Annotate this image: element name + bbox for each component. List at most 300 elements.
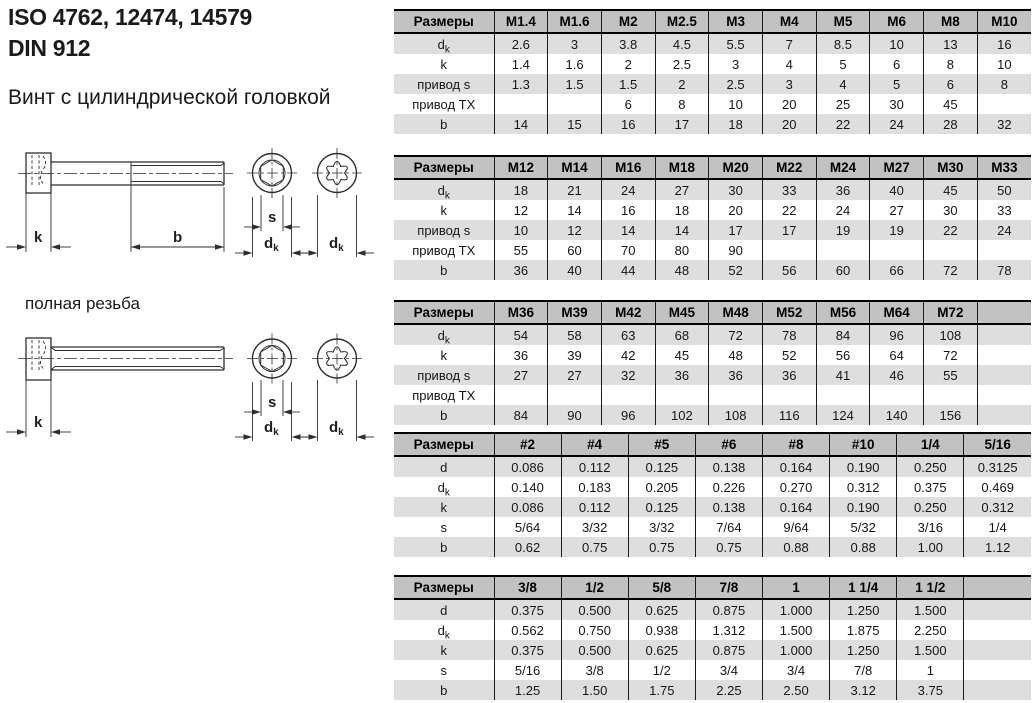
table-row xyxy=(394,94,1031,114)
row-label: d xyxy=(394,456,494,477)
dim-value-cell: 0.190 xyxy=(830,497,897,517)
screw-side-view xyxy=(26,338,224,380)
dim-value-cell: 6 xyxy=(924,74,978,94)
dim-value-cell: 0.140 xyxy=(494,477,561,497)
dim-value-cell: 25 xyxy=(816,94,870,114)
dim-value-cell: 45 xyxy=(655,345,709,365)
size-column-header: M5 xyxy=(816,10,870,33)
blank-header-cell xyxy=(977,301,1031,324)
size-column-header: M4 xyxy=(762,10,816,33)
dim-value-cell xyxy=(977,240,1031,260)
dim-value-cell: 0.250 xyxy=(897,456,964,477)
dim-value-cell: 108 xyxy=(924,324,978,345)
dim-value-cell: 36 xyxy=(494,345,548,365)
dim-value-cell: 78 xyxy=(762,324,816,345)
dim-value-cell: 0.312 xyxy=(830,477,897,497)
table-row xyxy=(394,599,1031,620)
dim-value-cell: 5 xyxy=(870,74,924,94)
dim-value-cell: 14 xyxy=(494,114,548,134)
size-column-header: M24 xyxy=(816,156,870,179)
dim-value-cell: 36 xyxy=(655,365,709,385)
dim-value-cell: 0.164 xyxy=(763,456,830,477)
dim-value-cell: 1/2 xyxy=(628,660,695,680)
row-label: b xyxy=(394,537,494,557)
screw-drawing-partial-thread xyxy=(0,135,390,265)
dim-value-cell: 44 xyxy=(601,260,655,280)
dim-value-cell xyxy=(816,240,870,260)
dim-value-cell: 1.3 xyxy=(494,74,548,94)
dim-value-cell: 48 xyxy=(655,260,709,280)
dim-value-cell: 3/16 xyxy=(897,517,964,537)
table-wrap-inch-small xyxy=(394,432,1031,557)
dim-value-cell: 2.6 xyxy=(494,33,548,54)
dim-value-cell: 68 xyxy=(655,324,709,345)
dim-value-cell: 36 xyxy=(709,365,763,385)
dim-value-cell: 36 xyxy=(762,365,816,385)
dim-value-cell: 0.138 xyxy=(695,456,762,477)
size-column-header: M10 xyxy=(977,10,1031,33)
end-view-hex-socket xyxy=(247,334,297,384)
dim-value-cell: 84 xyxy=(816,324,870,345)
dim-value-cell: 22 xyxy=(924,220,978,240)
size-column-header: #5 xyxy=(628,433,695,456)
row-label: привод TX xyxy=(412,242,476,258)
size-column-header: M14 xyxy=(548,156,602,179)
size-column-header: M72 xyxy=(924,301,978,324)
row-label: $d_k$ xyxy=(437,622,450,640)
dim-value-cell: 0.086 xyxy=(494,497,561,517)
row-label: k xyxy=(394,497,494,517)
table-row xyxy=(394,240,1031,260)
dim-value-cell: 0.375 xyxy=(494,599,561,620)
table-row xyxy=(394,114,1031,134)
dim-value-cell: 1.250 xyxy=(830,640,897,660)
dim-value-cell: 4 xyxy=(816,74,870,94)
dim-value-cell: 14 xyxy=(548,200,602,220)
blank-cell xyxy=(977,385,1031,405)
full-thread-label: полная резьба xyxy=(25,294,140,313)
end-view-torx xyxy=(312,148,362,198)
size-column-header: M39 xyxy=(548,301,602,324)
end-view-hex-socket xyxy=(247,148,297,198)
table-header-row xyxy=(394,301,1031,324)
size-column-header: M30 xyxy=(924,156,978,179)
dim-value-cell: 0.164 xyxy=(763,497,830,517)
dim-value-cell: 1.500 xyxy=(897,640,964,660)
dim-value-cell: 8 xyxy=(655,94,709,114)
dim-value-cell: 4.5 xyxy=(655,33,709,54)
dimensions-table-metric-small xyxy=(394,9,1031,134)
dim-value-cell xyxy=(655,385,709,405)
dim-value-cell: 22 xyxy=(816,114,870,134)
hex-socket-hidden-lines xyxy=(32,155,46,185)
table-row xyxy=(394,517,1031,537)
table-row xyxy=(394,405,1031,425)
dim-value-cell: 0.3125 xyxy=(964,456,1031,477)
dim-label-dk: $d_k$ xyxy=(264,235,279,254)
dim-value-cell: 58 xyxy=(548,324,602,345)
sizes-header-cell: Размеры xyxy=(394,301,494,324)
sizes-header-cell: Размеры xyxy=(394,156,494,179)
dimensions-table-metric-medium xyxy=(394,155,1031,280)
table-row xyxy=(394,497,1031,517)
page-subtitle: Винт с цилиндрической головкой xyxy=(8,86,331,109)
dim-value-cell: 48 xyxy=(709,345,763,365)
dim-label-s: s xyxy=(268,209,277,226)
table-header-row xyxy=(394,576,1031,599)
dim-value-cell: 20 xyxy=(762,114,816,134)
dim-value-cell: 8 xyxy=(977,74,1031,94)
dim-value-cell: 3 xyxy=(548,33,602,54)
dim-value-cell: 16 xyxy=(977,33,1031,54)
size-column-header: M64 xyxy=(870,301,924,324)
dim-value-cell: 5 xyxy=(816,54,870,74)
dim-value-cell: 84 xyxy=(494,405,548,425)
dim-value-cell: 54 xyxy=(494,324,548,345)
blank-cell xyxy=(964,599,1031,620)
dim-value-cell: 24 xyxy=(816,200,870,220)
dim-value-cell: 7 xyxy=(762,33,816,54)
dim-value-cell: 1.250 xyxy=(830,599,897,620)
row-label: привод s xyxy=(394,220,494,240)
dim-value-cell: 1 xyxy=(897,660,964,680)
dim-value-cell: 0.875 xyxy=(695,640,762,660)
dim-value-cell: 3/32 xyxy=(628,517,695,537)
size-column-header: M48 xyxy=(709,301,763,324)
dim-value-cell: 102 xyxy=(655,405,709,425)
dim-value-cell: 30 xyxy=(870,94,924,114)
size-column-header: M42 xyxy=(601,301,655,324)
dim-value-cell: 3/4 xyxy=(763,660,830,680)
dim-value-cell xyxy=(924,240,978,260)
dim-value-cell: 1.25 xyxy=(494,680,561,700)
dim-value-cell: 32 xyxy=(977,114,1031,134)
dim-value-cell: 0.75 xyxy=(561,537,628,557)
dimensions-table-metric-large xyxy=(394,300,1031,425)
size-column-header: M6 xyxy=(870,10,924,33)
dim-value-cell: 0.75 xyxy=(695,537,762,557)
dim-value-cell: 8 xyxy=(924,54,978,74)
dim-value-cell: 12 xyxy=(548,220,602,240)
dim-value-cell: 18 xyxy=(655,200,709,220)
sizes-header-cell: Размеры xyxy=(394,10,494,33)
dim-value-cell: 9/64 xyxy=(763,517,830,537)
dim-value-cell: 12 xyxy=(494,200,548,220)
dim-value-cell: 55 xyxy=(494,240,548,260)
dim-value-cell: 3.75 xyxy=(897,680,964,700)
dim-value-cell: 2.50 xyxy=(763,680,830,700)
sizes-header-cell: Размеры xyxy=(394,433,494,456)
row-label: $d_k$ xyxy=(394,33,494,54)
dim-value-cell: 5.5 xyxy=(709,33,763,54)
size-column-header: #8 xyxy=(763,433,830,456)
dim-value-cell: 8.5 xyxy=(816,33,870,54)
row-label: b xyxy=(394,114,494,134)
dim-label-s: s xyxy=(268,394,277,411)
size-column-header: M1.6 xyxy=(548,10,602,33)
table-row xyxy=(394,477,1031,497)
dim-value-cell xyxy=(816,385,870,405)
dim-value-cell: 0.086 xyxy=(494,456,561,477)
size-column-header: 1/4 xyxy=(897,433,964,456)
dim-value-cell: 1.500 xyxy=(897,599,964,620)
dim-value-cell: 17 xyxy=(655,114,709,134)
dim-value-cell: 5/16 xyxy=(494,660,561,680)
dim-value-cell: 19 xyxy=(816,220,870,240)
dimension-tables xyxy=(394,9,1031,700)
dim-value-cell: 2.5 xyxy=(655,54,709,74)
size-column-header: M8 xyxy=(924,10,978,33)
table-row xyxy=(394,640,1031,660)
dim-value-cell: 24 xyxy=(601,179,655,200)
dim-value-cell: 4 xyxy=(762,54,816,74)
dim-value-cell: 1.6 xyxy=(548,54,602,74)
size-column-header: 3/8 xyxy=(494,576,561,599)
sizes-header-cell: Размеры xyxy=(394,576,494,599)
row-label: d xyxy=(394,599,494,620)
dim-value-cell: 156 xyxy=(924,405,978,425)
dim-value-cell: 7/8 xyxy=(830,660,897,680)
dim-value-cell: 0.226 xyxy=(695,477,762,497)
dimensions-table-inch-large xyxy=(394,575,1031,700)
dim-value-cell: 56 xyxy=(762,260,816,280)
dim-label-b: b xyxy=(173,229,183,246)
dim-value-cell: 1.000 xyxy=(763,640,830,660)
dim-value-cell: 72 xyxy=(924,345,978,365)
dim-value-cell: 0.125 xyxy=(628,497,695,517)
standards-title-line2: DIN 912 xyxy=(8,35,91,61)
dim-value-cell: 1.5 xyxy=(548,74,602,94)
screw-side-view xyxy=(26,153,224,193)
dim-value-cell: 1.00 xyxy=(897,537,964,557)
dim-value-cell: 39 xyxy=(548,345,602,365)
table-row xyxy=(394,660,1031,680)
table-row xyxy=(394,220,1031,240)
dim-value-cell: 3/8 xyxy=(561,660,628,680)
table-row xyxy=(394,74,1031,94)
dim-value-cell: 3/32 xyxy=(561,517,628,537)
dim-value-cell: 27 xyxy=(870,200,924,220)
size-column-header: M16 xyxy=(601,156,655,179)
size-column-header: 5/8 xyxy=(628,576,695,599)
size-column-header: M56 xyxy=(816,301,870,324)
dim-value-cell: 30 xyxy=(709,179,763,200)
dim-value-cell: 16 xyxy=(601,114,655,134)
size-column-header: M52 xyxy=(762,301,816,324)
size-column-header: M27 xyxy=(870,156,924,179)
dim-value-cell: 1.500 xyxy=(763,620,830,640)
dim-value-cell: 0.88 xyxy=(830,537,897,557)
dim-value-cell: 0.125 xyxy=(628,456,695,477)
dim-value-cell: 17 xyxy=(762,220,816,240)
size-column-header: #2 xyxy=(494,433,561,456)
dim-value-cell: 46 xyxy=(870,365,924,385)
dim-value-cell: 0.875 xyxy=(695,599,762,620)
table-row xyxy=(394,385,1031,405)
dim-value-cell: 40 xyxy=(870,179,924,200)
size-column-header: #6 xyxy=(695,433,762,456)
dim-value-cell: 0.625 xyxy=(628,640,695,660)
size-column-header: 5/16 xyxy=(964,433,1031,456)
dim-value-cell xyxy=(494,385,548,405)
dim-value-cell: 108 xyxy=(709,405,763,425)
dim-value-cell: 56 xyxy=(816,345,870,365)
row-label: k xyxy=(440,202,447,218)
dim-value-cell: 0.375 xyxy=(494,640,561,660)
standards-title-line1: ISO 4762, 12474, 14579 xyxy=(8,4,253,30)
dimensions-table-inch-small xyxy=(394,432,1031,557)
dim-value-cell: 0.75 xyxy=(628,537,695,557)
dim-value-cell: 20 xyxy=(762,94,816,114)
dim-value-cell: 80 xyxy=(655,240,709,260)
dim-value-cell: 22 xyxy=(762,200,816,220)
dim-value-cell: 33 xyxy=(977,200,1031,220)
dim-value-cell: 5/64 xyxy=(494,517,561,537)
table-row xyxy=(394,33,1031,54)
end-view-torx xyxy=(312,334,362,384)
dim-value-cell: 90 xyxy=(548,405,602,425)
dim-value-cell: 0.183 xyxy=(561,477,628,497)
dim-value-cell: 7/64 xyxy=(695,517,762,537)
dim-value-cell: 10 xyxy=(870,33,924,54)
table-row xyxy=(394,680,1031,700)
table-wrap-metric-large xyxy=(394,300,1031,425)
dim-value-cell: 2.250 xyxy=(897,620,964,640)
size-column-header: 1 1/2 xyxy=(897,576,964,599)
dim-label-dk: $d_k$ xyxy=(329,235,344,254)
dim-value-cell: 0.62 xyxy=(494,537,561,557)
dim-value-cell: 14 xyxy=(601,220,655,240)
dim-value-cell: 90 xyxy=(709,240,763,260)
blank-cell xyxy=(964,620,1031,640)
dim-value-cell: 116 xyxy=(762,405,816,425)
size-column-header: 1 xyxy=(763,576,830,599)
blank-cell xyxy=(977,324,1031,345)
dim-value-cell: 36 xyxy=(494,260,548,280)
dim-value-cell: 32 xyxy=(601,365,655,385)
table-header-row xyxy=(394,433,1031,456)
dim-value-cell: 0.312 xyxy=(964,497,1031,517)
dim-value-cell: 16 xyxy=(601,200,655,220)
dim-value-cell: 0.190 xyxy=(830,456,897,477)
dim-value-cell: 1.000 xyxy=(763,599,830,620)
dim-value-cell: 20 xyxy=(709,200,763,220)
size-column-header: 7/8 xyxy=(695,576,762,599)
size-column-header: M1.4 xyxy=(494,10,548,33)
dim-value-cell: 3 xyxy=(709,54,763,74)
row-label: k xyxy=(440,347,447,363)
dim-value-cell: 2 xyxy=(601,54,655,74)
size-column-header: M22 xyxy=(762,156,816,179)
dim-value-cell: 45 xyxy=(924,179,978,200)
row-label: привод s xyxy=(394,74,494,94)
dim-value-cell: 13 xyxy=(924,33,978,54)
dim-value-cell: 52 xyxy=(762,345,816,365)
table-header-row xyxy=(394,156,1031,179)
hex-socket-hidden-lines xyxy=(32,340,46,370)
table-row xyxy=(394,456,1031,477)
dim-value-cell: 96 xyxy=(601,405,655,425)
dim-value-cell: 1.4 xyxy=(494,54,548,74)
dim-value-cell: 10 xyxy=(977,54,1031,74)
dim-value-cell: 60 xyxy=(816,260,870,280)
dim-value-cell: 0.562 xyxy=(494,620,561,640)
dim-value-cell xyxy=(870,385,924,405)
blank-cell xyxy=(977,345,1031,365)
dim-value-cell: 33 xyxy=(762,179,816,200)
screw-drawing-full-thread xyxy=(0,315,390,445)
size-column-header: M20 xyxy=(709,156,763,179)
table-row xyxy=(394,345,1031,365)
table-row xyxy=(394,200,1031,220)
dim-value-cell: 42 xyxy=(601,345,655,365)
dim-value-cell: 66 xyxy=(870,260,924,280)
row-label: b xyxy=(394,260,494,280)
dim-value-cell: 10 xyxy=(709,94,763,114)
size-column-header: M3 xyxy=(709,10,763,33)
dim-value-cell: 41 xyxy=(816,365,870,385)
row-label: k xyxy=(394,640,494,660)
table-row xyxy=(394,54,1031,74)
dim-value-cell: 2 xyxy=(655,74,709,94)
table-wrap-metric-small xyxy=(394,9,1031,134)
dim-value-cell xyxy=(870,240,924,260)
dim-value-cell: 40 xyxy=(548,260,602,280)
row-label: привод TX xyxy=(412,96,476,112)
dim-value-cell: 21 xyxy=(548,179,602,200)
table-row xyxy=(394,324,1031,345)
blank-cell xyxy=(977,365,1031,385)
size-column-header: M2 xyxy=(601,10,655,33)
row-label: s xyxy=(440,519,447,535)
dim-value-cell: 3 xyxy=(762,74,816,94)
dim-value-cell: 6 xyxy=(601,94,655,114)
table-wrap-metric-medium xyxy=(394,155,1031,280)
dim-value-cell: 17 xyxy=(709,220,763,240)
dim-value-cell: 63 xyxy=(601,324,655,345)
blank-cell xyxy=(964,660,1031,680)
blank-cell xyxy=(964,640,1031,660)
dim-value-cell: 3.8 xyxy=(601,33,655,54)
dim-value-cell xyxy=(494,94,548,114)
row-label: b xyxy=(394,680,494,700)
size-column-header: M45 xyxy=(655,301,709,324)
row-label: s xyxy=(440,662,447,678)
size-column-header: 1/2 xyxy=(561,576,628,599)
dim-value-cell: 0.750 xyxy=(561,620,628,640)
dim-value-cell: 0.375 xyxy=(897,477,964,497)
dim-value-cell: 1.312 xyxy=(695,620,762,640)
dim-value-cell: 27 xyxy=(655,179,709,200)
dim-value-cell: 0.250 xyxy=(897,497,964,517)
title-block xyxy=(8,2,252,64)
dim-label-dk: $d_k$ xyxy=(329,419,344,438)
dim-value-cell: 45 xyxy=(924,94,978,114)
row-label: $d_k$ xyxy=(437,479,450,497)
dim-value-cell: 24 xyxy=(870,114,924,134)
dim-value-cell xyxy=(762,385,816,405)
dim-value-cell: 3/4 xyxy=(695,660,762,680)
dim-value-cell: 18 xyxy=(709,114,763,134)
dim-value-cell: 18 xyxy=(494,179,548,200)
dim-value-cell: 6 xyxy=(870,54,924,74)
size-column-header: M18 xyxy=(655,156,709,179)
dim-value-cell: 0.205 xyxy=(628,477,695,497)
dim-value-cell: 10 xyxy=(494,220,548,240)
size-column-header: M33 xyxy=(977,156,1031,179)
size-column-header: M36 xyxy=(494,301,548,324)
dim-value-cell xyxy=(548,385,602,405)
